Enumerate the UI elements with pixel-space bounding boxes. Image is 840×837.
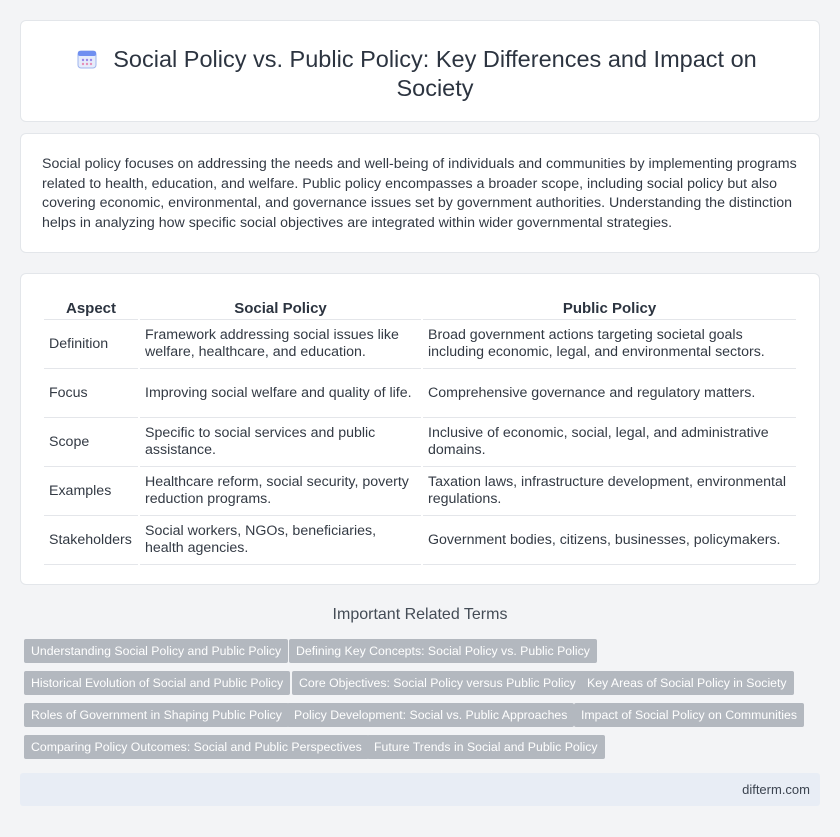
related-term-tag[interactable]: Historical Evolution of Social and Public Policy <box>24 671 290 695</box>
social-policy-cell: Specific to social services and public assistance. <box>140 418 421 467</box>
related-term-tag[interactable]: Policy Development: Social vs. Public Approaches <box>287 703 574 727</box>
public-policy-cell: Comprehensive governance and regulatory matters. <box>423 369 796 418</box>
table-row <box>44 320 796 369</box>
table-row <box>44 418 796 467</box>
aspect-cell: Focus <box>44 369 138 418</box>
related-term-tag[interactable]: Roles of Government in Shaping Public Policy <box>24 703 289 727</box>
related-term-tag[interactable]: Defining Key Concepts: Social Policy vs. Public Policy <box>289 639 597 663</box>
aspect-cell: Examples <box>44 467 138 516</box>
related-term-tag[interactable]: Impact of Social Policy on Communities <box>574 703 804 727</box>
related-term-tag[interactable]: Core Objectives: Social Policy versus Public Policy <box>292 671 583 695</box>
related-terms-title: Important Related Terms <box>332 606 508 623</box>
page-title: Social Policy vs. Public Policy: Key Differences and Impact on Society <box>113 46 757 101</box>
footer-site-link[interactable]: difterm.com <box>742 782 810 797</box>
public-policy-cell: Government bodies, citizens, businesses, policymakers. <box>423 516 796 565</box>
public-policy-cell: Inclusive of economic, social, legal, and administrative domains. <box>423 418 796 467</box>
footer <box>20 773 820 806</box>
comparison-table-card <box>20 273 820 585</box>
aspect-cell: Scope <box>44 418 138 467</box>
table-header-row <box>44 296 796 320</box>
social-policy-cell: Framework addressing social issues like welfare, healthcare, and education. <box>140 320 421 369</box>
intro-paragraph: Social policy focuses on addressing the needs and well-being of individuals and communities by implementing programs related to health, education, and welfare. Public policy encompasses a broader scope, including social policy but also covering economic, environmental, and governance issues set by government authorities. Understanding the distinction helps in analyzing how specific social objectives are integrated within wider governmental strategies. <box>42 156 797 231</box>
table-row <box>44 369 796 418</box>
comparison-table <box>42 296 798 565</box>
header-public-policy: Public Policy <box>423 296 796 320</box>
header-social-policy: Social Policy <box>140 296 421 320</box>
related-term-tag[interactable]: Comparing Policy Outcomes: Social and Public Perspectives <box>24 735 369 759</box>
intro-card <box>20 133 820 253</box>
aspect-cell: Definition <box>44 320 138 369</box>
social-policy-cell: Healthcare reform, social security, poverty reduction programs. <box>140 467 421 516</box>
related-term-tag[interactable]: Key Areas of Social Policy in Society <box>580 671 794 695</box>
social-policy-cell: Social workers, NGOs, beneficiaries, health agencies. <box>140 516 421 565</box>
related-term-tag[interactable]: Future Trends in Social and Public Policy <box>367 735 605 759</box>
table-row <box>44 516 796 565</box>
social-policy-cell: Improving social welfare and quality of life. <box>140 369 421 418</box>
header-aspect: Aspect <box>44 296 138 320</box>
table-row <box>44 467 796 516</box>
header-card <box>20 20 820 122</box>
public-policy-cell: Taxation laws, infrastructure development, environmental regulations. <box>423 467 796 516</box>
aspect-cell: Stakeholders <box>44 516 138 565</box>
public-policy-cell: Broad government actions targeting societal goals including economic, legal, and environmental sectors. <box>423 320 796 369</box>
related-term-tag[interactable]: Understanding Social Policy and Public Policy <box>24 639 288 663</box>
